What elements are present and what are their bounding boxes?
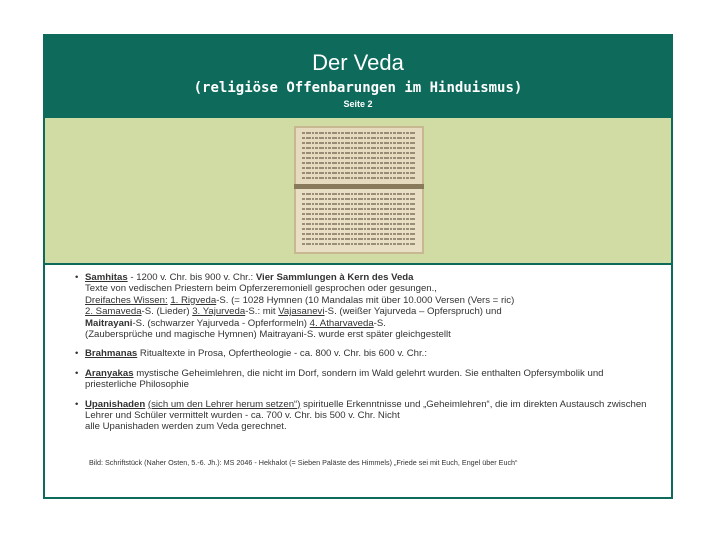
text-segment: Vier Sammlungen à Kern des Veda xyxy=(255,272,414,283)
text-segment: 1. Rigveda xyxy=(170,294,217,306)
content-list xyxy=(55,272,655,441)
image-caption: Bild: Schriftstück (Naher Osten, 5.-6. Jh.): MS 2046 - Hekhalot (= Sieben Paläste des Himmels) „Friede sei mit Euch, Engel über Euch“ xyxy=(89,458,518,467)
keyword-upanishaden: Upanishaden xyxy=(85,398,146,410)
slide-title: Der Veda xyxy=(312,50,404,75)
bullet: • xyxy=(75,398,79,410)
page-label: Seite 2 xyxy=(343,99,373,109)
image-band xyxy=(45,118,671,265)
text-segment: Maitrayani xyxy=(85,317,133,329)
bullet: • xyxy=(75,272,79,283)
text-segment: Vajasanevi xyxy=(278,306,325,318)
list-item-brahmanas xyxy=(55,348,655,359)
text-segment: alle Upanishaden werden zum Veda gerechnet. xyxy=(85,421,287,433)
text-segment: 4. Atharvaveda xyxy=(309,317,374,329)
bullet: • xyxy=(75,348,79,360)
text-segment: -S.: mit xyxy=(245,306,279,318)
list-item-samhitas xyxy=(55,272,655,340)
text-segment: 3. Yajurveda xyxy=(192,306,246,318)
slide xyxy=(43,34,673,499)
text-segment: -S. (= 1028 Hymnen (10 Mandalas mit über 10.000 Versen (Vers = ric) xyxy=(216,294,515,306)
text-segment: Texte von vedischen Priestern beim Opferzeremoniell gesprochen oder gesungen., xyxy=(85,283,437,295)
slide-subtitle: (religiöse Offenbarungen im Hinduismus) xyxy=(193,80,523,96)
text-segment: -S. (Lieder) xyxy=(141,306,193,318)
text-segment: Dreifaches Wissen: xyxy=(85,294,168,306)
list-item-upanishaden xyxy=(55,399,655,433)
keyword-brahmanas: Brahmanas xyxy=(85,348,138,360)
text-segment: (Zaubersprüche und magische Hymnen) Maitrayani-S. wurde erst später gleichgestellt xyxy=(85,329,451,341)
text-segment: -S. xyxy=(373,317,386,329)
bullet: • xyxy=(75,367,79,379)
text-segment: -S. (weißer Yajurveda – Opferspruch) und xyxy=(324,306,502,318)
manuscript-image xyxy=(294,126,424,254)
text-segment: spirituelle Erkenntnisse und „Geheimlehren“, die im direkten Austausch zwischen Lehrer und Schüler vermittelt wurden - ca. 700 v. Chr. bis 500 v. Chr. Nicht xyxy=(85,398,647,422)
text-segment: (sich um den Lehrer herum setzen“) xyxy=(147,398,301,410)
text-segment: mystische Geheimlehren, die nicht im Dorf, sondern im Wald gelehrt wurden. Sie enthalten Opfersymbolik und priesterliche Philosophie xyxy=(85,367,604,391)
keyword-aranyakas: Aranyakas xyxy=(85,367,134,379)
list-item-aranyakas xyxy=(55,368,655,391)
slide-header xyxy=(45,36,671,118)
text-segment: Ritualtexte in Prosa, Opfertheologie - ca. 800 v. Chr. bis 600 v. Chr.: xyxy=(137,348,427,360)
text-segment: -S. (schwarzer Yajurveda - Opferformeln) xyxy=(132,317,310,329)
text-segment: 2. Samaveda xyxy=(85,306,142,318)
text-segment: - 1200 v. Chr. bis 900 v. Chr.: xyxy=(127,272,256,283)
keyword-samhitas: Samhitas xyxy=(85,272,128,283)
